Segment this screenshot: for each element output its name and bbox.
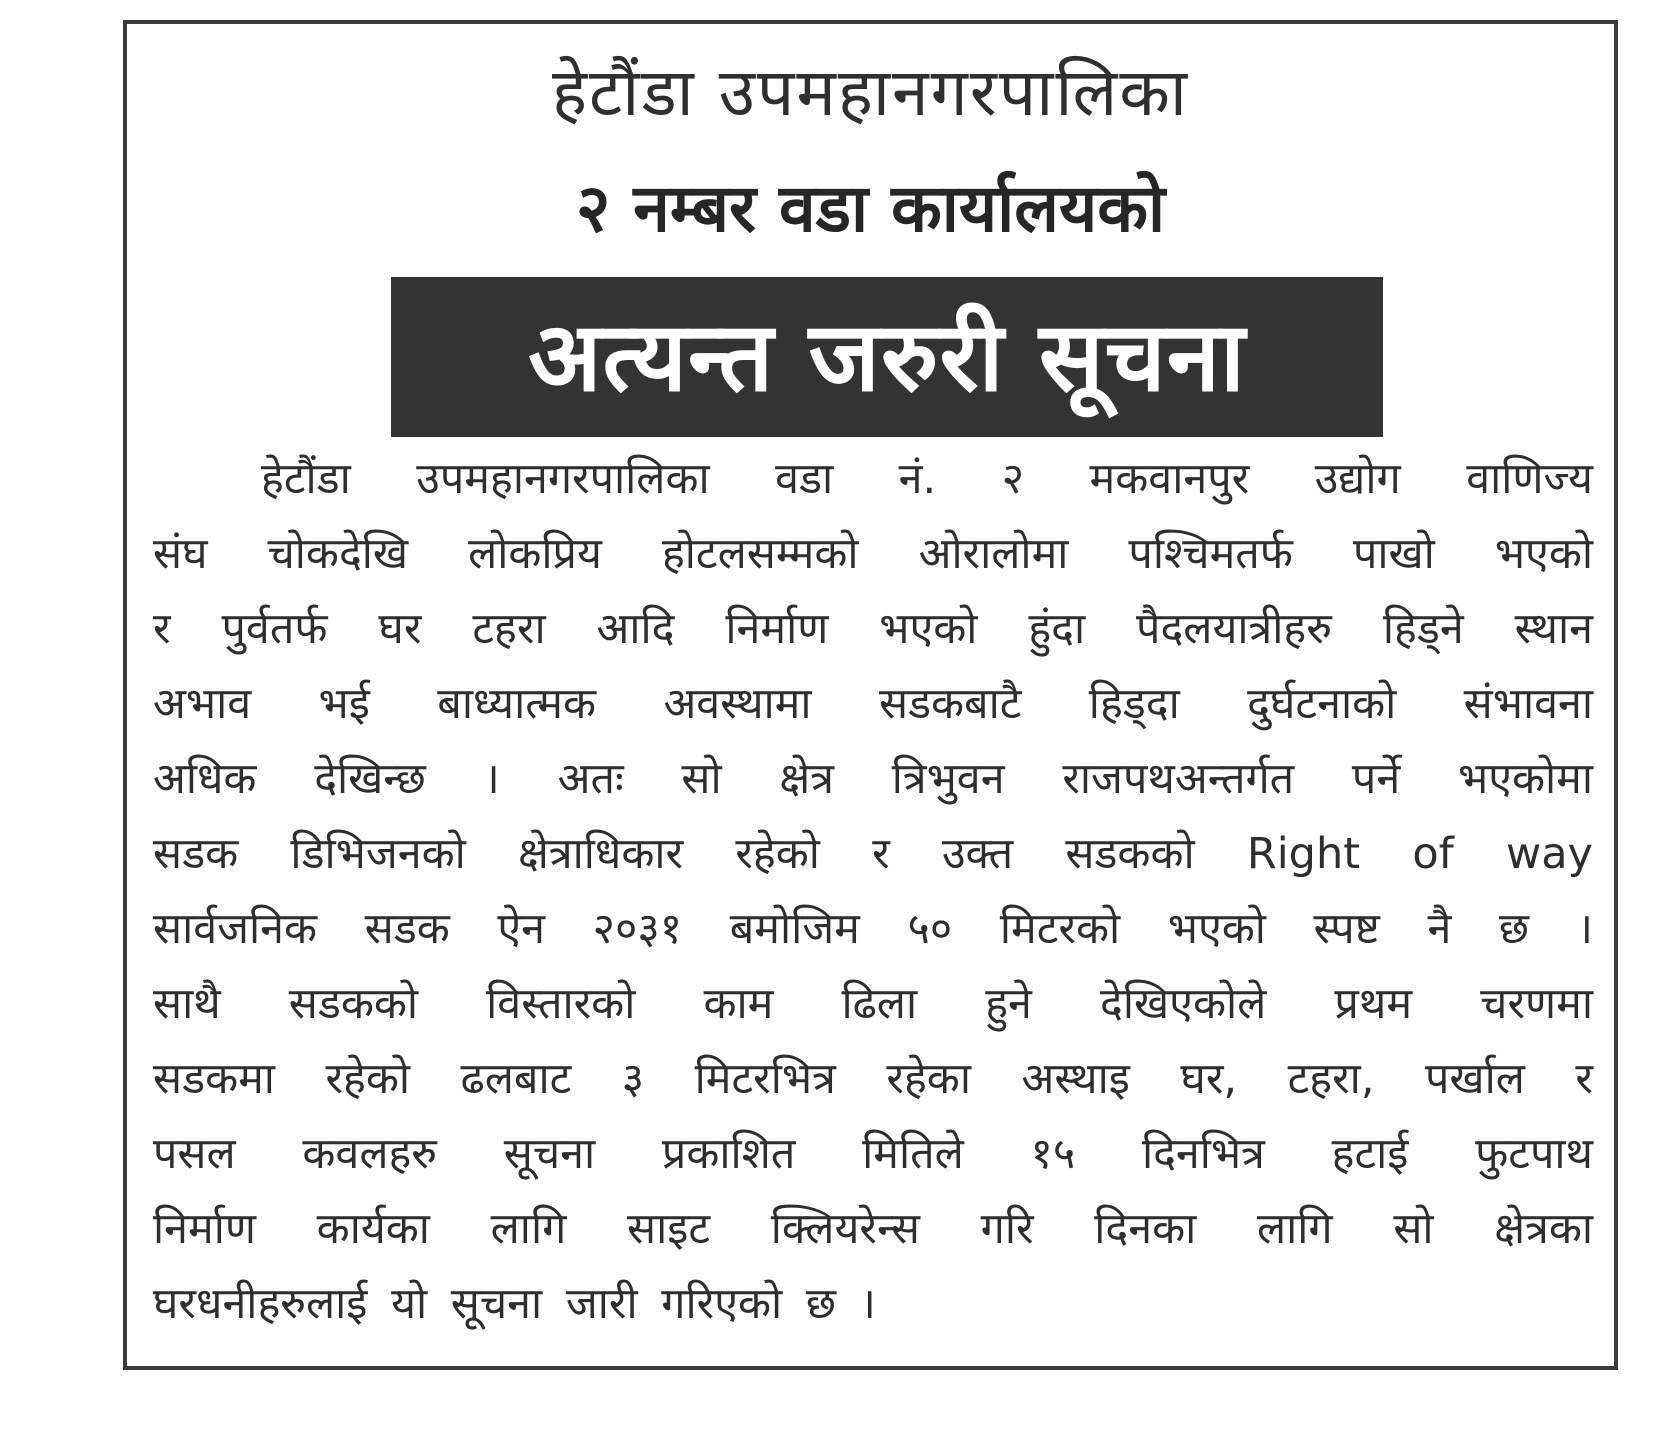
notice-body: [153, 442, 1593, 1342]
notice-line: हेटौंडा उपमहानगरपालिका वडा नं. २ मकवानपुर उद्योग वाणिज्य: [261, 454, 1593, 504]
notice-line: साथै सडकको विस्तारको काम ढिला हुने देखिएकोले प्रथम चरणमा: [153, 979, 1593, 1029]
notice-line: सडकमा रहेको ढलबाट ३ मिटरभित्र रहेका अस्थाइ घर, टहरा, पर्खाल र: [153, 1054, 1593, 1104]
notice-line: निर्माण कार्यका लागि साइट क्लियरेन्स गरि दिनका लागि सो क्षेत्रका: [153, 1204, 1593, 1254]
notice-line: र पुर्वतर्फ घर टहरा आदि निर्माण भएको हुंदा पैदलयात्रीहरु हिड्ने स्थान: [153, 604, 1593, 654]
office-name: हेटौंडा उपमहानगरपालिका: [551, 54, 1190, 131]
notice-title: अत्यन्त जरुरी सूचना: [528, 301, 1246, 413]
notice-line: सडक डिभिजनको क्षेत्राधिकार रहेको र उक्त सडकको Right of way: [153, 829, 1593, 879]
notice-line: अभाव भई बाध्यात्मक अवस्थामा सडकबाटै हिड्दा दुर्घटनाको संभावना: [153, 679, 1593, 729]
notice-line: अधिक देखिन्छ । अतः सो क्षेत्र त्रिभुवन राजपथअन्तर्गत पर्ने भएकोमा: [153, 754, 1593, 804]
notice-line: घरधनीहरुलाई यो सूचना जारी गरिएको छ ।: [153, 1279, 876, 1329]
ward-office-heading: २ नम्बर वडा कार्यालयको: [575, 170, 1166, 247]
notice-title-banner: [391, 277, 1383, 437]
notice-frame: [123, 20, 1618, 1370]
notice-line: पसल कवलहरु सूचना प्रकाशित मितिले १५ दिनभित्र हटाई फुटपाथ: [153, 1129, 1593, 1179]
notice-line: सार्वजनिक सडक ऐन २०३१ बमोजिम ५० मिटरको भएको स्पष्ट नै छ ।: [153, 904, 1593, 954]
notice-line: संघ चोकदेखि लोकप्रिय होटलसम्मको ओरालोमा पश्चिमतर्फ पाखो भएको: [153, 529, 1593, 579]
